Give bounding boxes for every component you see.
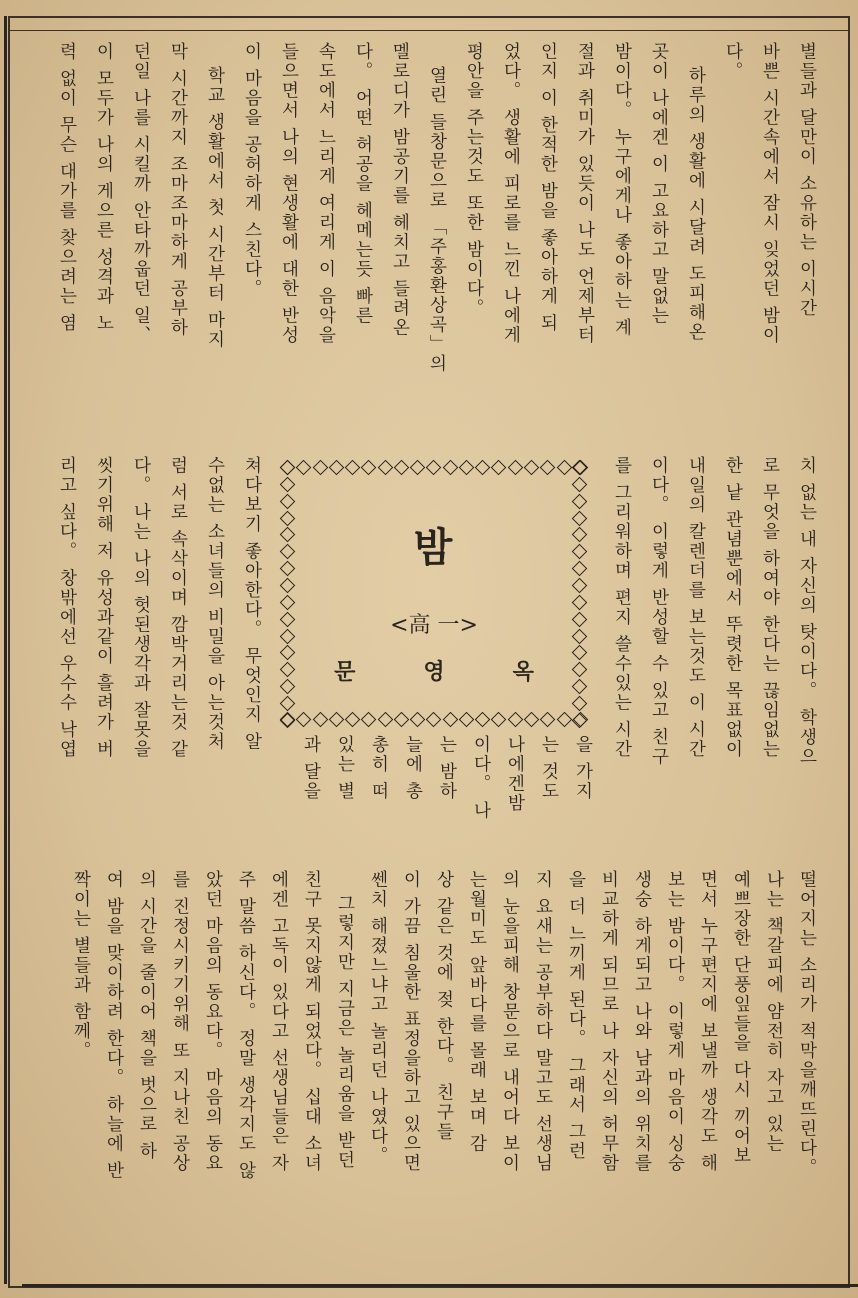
text-column: 있는 별: [335, 735, 355, 802]
text-column: 로 무엇을 하여야 한다는 끊임없는: [760, 456, 780, 760]
text-column: 씻기위해 저 유성과같이 흘려가 버: [94, 456, 114, 760]
text-column: 았던 마음의 동요다。 마음의 동요: [203, 870, 223, 1174]
text-column: 들으면서 나의 현생활에 대한 반성: [279, 42, 299, 346]
text-column: 를 그리워하며 편지 쓸수있는 시간: [612, 456, 632, 760]
title-box: [280, 460, 588, 728]
bottom-rule: [22, 1284, 858, 1287]
text-column: 다。: [723, 42, 743, 81]
text-column: 의 시간을 줄이어 책을 벗으로 하: [137, 870, 157, 1162]
text-column: 나는 책갈피에 얌전히 자고 있는: [764, 870, 784, 1154]
text-column: 그렇지만 지금은 놀리움을 받던: [335, 894, 355, 1171]
author-char: 문: [334, 659, 356, 685]
text-column: 상 같은 것에 젖 한다。 친구들: [434, 870, 454, 1142]
text-column: 는 것도: [539, 735, 559, 802]
text-column: 었다。 생활에 피로를 느낀 나에게: [501, 42, 521, 346]
text-column: 다。 어떤 허공을 헤메는듯 빠른: [353, 42, 373, 326]
text-column: 을 가지: [573, 735, 593, 802]
author-char: 옥: [512, 659, 534, 685]
diamond-border-left: [280, 460, 296, 728]
text-column: 비교하게 되므로 나 자신의 허무함: [599, 870, 619, 1174]
text-column: 인지 이 한적한 밤을 좋아하게 되: [538, 42, 558, 334]
text-column: 던일 나를 시킬까 안타까웁던 일、: [131, 42, 151, 346]
text-column: 보는 밤이다。 이렇게 마음이 싱숭: [665, 870, 685, 1174]
text-column: 멜로디가 밤공기를 헤치고 들려온: [390, 42, 410, 338]
left-rule: [4, 16, 7, 1284]
text-column: 여 밤을 맞이하려 한다。 하늘에 반: [104, 870, 124, 1181]
text-column: 과 달을: [301, 735, 321, 802]
text-column: 다。 나는 나의 헛된생각과 잘못을: [131, 456, 151, 760]
text-column: 예쁘장한 단풍잎들을 다시 끼어보: [731, 870, 751, 1166]
text-column: 늘에 총: [403, 735, 423, 802]
text-column: 이다。 나: [471, 735, 491, 821]
diamond-border-bottom: [280, 712, 588, 728]
text-column: 바쁜 시간속에서 잠시 잊었던 밤이: [760, 42, 780, 346]
top-rule: [8, 30, 848, 31]
text-column: 절과 취미가 있듯이 나도 언제부터: [575, 42, 595, 346]
text-column: 속도에서 느리게 여리게 이 음악을: [316, 42, 336, 346]
text-column: 치 없는 내 자신의 탓이다。 학생으: [797, 456, 817, 767]
text-column: 쳐다보기 좋아한다。 무엇인지 알: [242, 456, 262, 752]
text-column: 는월미도 앞바다를 몰래 보며 감: [467, 870, 487, 1154]
grade-label: <高 一>: [390, 613, 478, 638]
author-name: [280, 655, 588, 686]
text-column: 이 모두가 나의 게으른 성격과 노: [94, 42, 114, 334]
text-column: 를 진정시키기위해 또 지나친 공상: [170, 870, 190, 1174]
text-column: 내일의 칼렌더를 보는것도 이 시간: [686, 456, 706, 760]
text-column: 떨어지는 소리가 적막을깨뜨린다。: [797, 870, 817, 1178]
text-column: 면서 누구편지에 보낼까 생각도 해: [698, 870, 718, 1174]
text-column: 열린 들창문으로 「주홍환상곡」의: [427, 66, 447, 374]
text-column: 럼 서로 속삭이며 깜박거리는것 같: [168, 456, 188, 760]
text-column: 생숭 하게되고 나와 남과의 위치를: [632, 870, 652, 1174]
text-column: 짝이는 별들과 함께。: [71, 870, 91, 1061]
text-column: 이 가끔 침울한 표정을하고 있으면: [401, 870, 421, 1174]
text-column: 밤이다。 누구에게나 좋아하는 계: [612, 42, 632, 338]
text-column: 에겐 고독이 있다고 선생님들은 자: [269, 870, 289, 1174]
text-column: 는 밤하: [437, 735, 457, 802]
text-column: 총히 떠: [369, 735, 389, 802]
text-column: 친구 못지않게 되었다。 십대 소녀: [302, 870, 322, 1174]
text-column: 나에겐밤: [505, 735, 525, 813]
text-column: 을 더 느끼게 된다。 그래서 그런: [566, 870, 586, 1162]
text-column: 력 없이 무슨 대가를 찾으려는 염: [57, 42, 77, 334]
text-column: 곳이 나에겐 이 고요하고 말없는: [649, 42, 669, 326]
text-column: 한 낱 관념뿐에서 뚜렷한 목표없이: [723, 456, 743, 760]
text-column: 수없는 소녀들의 비밀을 아는것처: [205, 456, 225, 752]
text-column: 이 마음을 공허하게 스친다。: [242, 42, 262, 299]
text-column: 의 눈을피해 창문으로 내어다 보이: [500, 870, 520, 1174]
text-column: 막 시간까지 조마조마하게 공부하: [168, 42, 188, 338]
article-title: 밤: [413, 524, 455, 571]
text-column: 지 요새는 공부하다 말고도 선생님: [533, 870, 553, 1174]
text-column: 별들과 달만이 소유하는 이시간: [797, 42, 817, 319]
text-column: 주 말씀 하신다。 정말 생각지도 않: [236, 870, 256, 1181]
text-column: 쎈치 해졌느냐고 놀리던 나였다。: [368, 870, 388, 1166]
author-char: 영: [423, 659, 445, 685]
text-column: 리고 싶다。 창밖에선 우수수 낙엽: [57, 456, 77, 760]
text-column: 학교 생활에서 첫 시간부터 마지: [205, 66, 225, 350]
diamond-border-top: [280, 460, 588, 476]
text-column: 평안을 주는것도 또한 밤이다。: [464, 42, 484, 319]
text-column: 하루의 생활에 시달려 도피해온: [686, 66, 706, 343]
diamond-border-right: [572, 460, 588, 728]
text-column: 이다。 이렇게 반성할 수 있고 친구: [649, 456, 669, 767]
